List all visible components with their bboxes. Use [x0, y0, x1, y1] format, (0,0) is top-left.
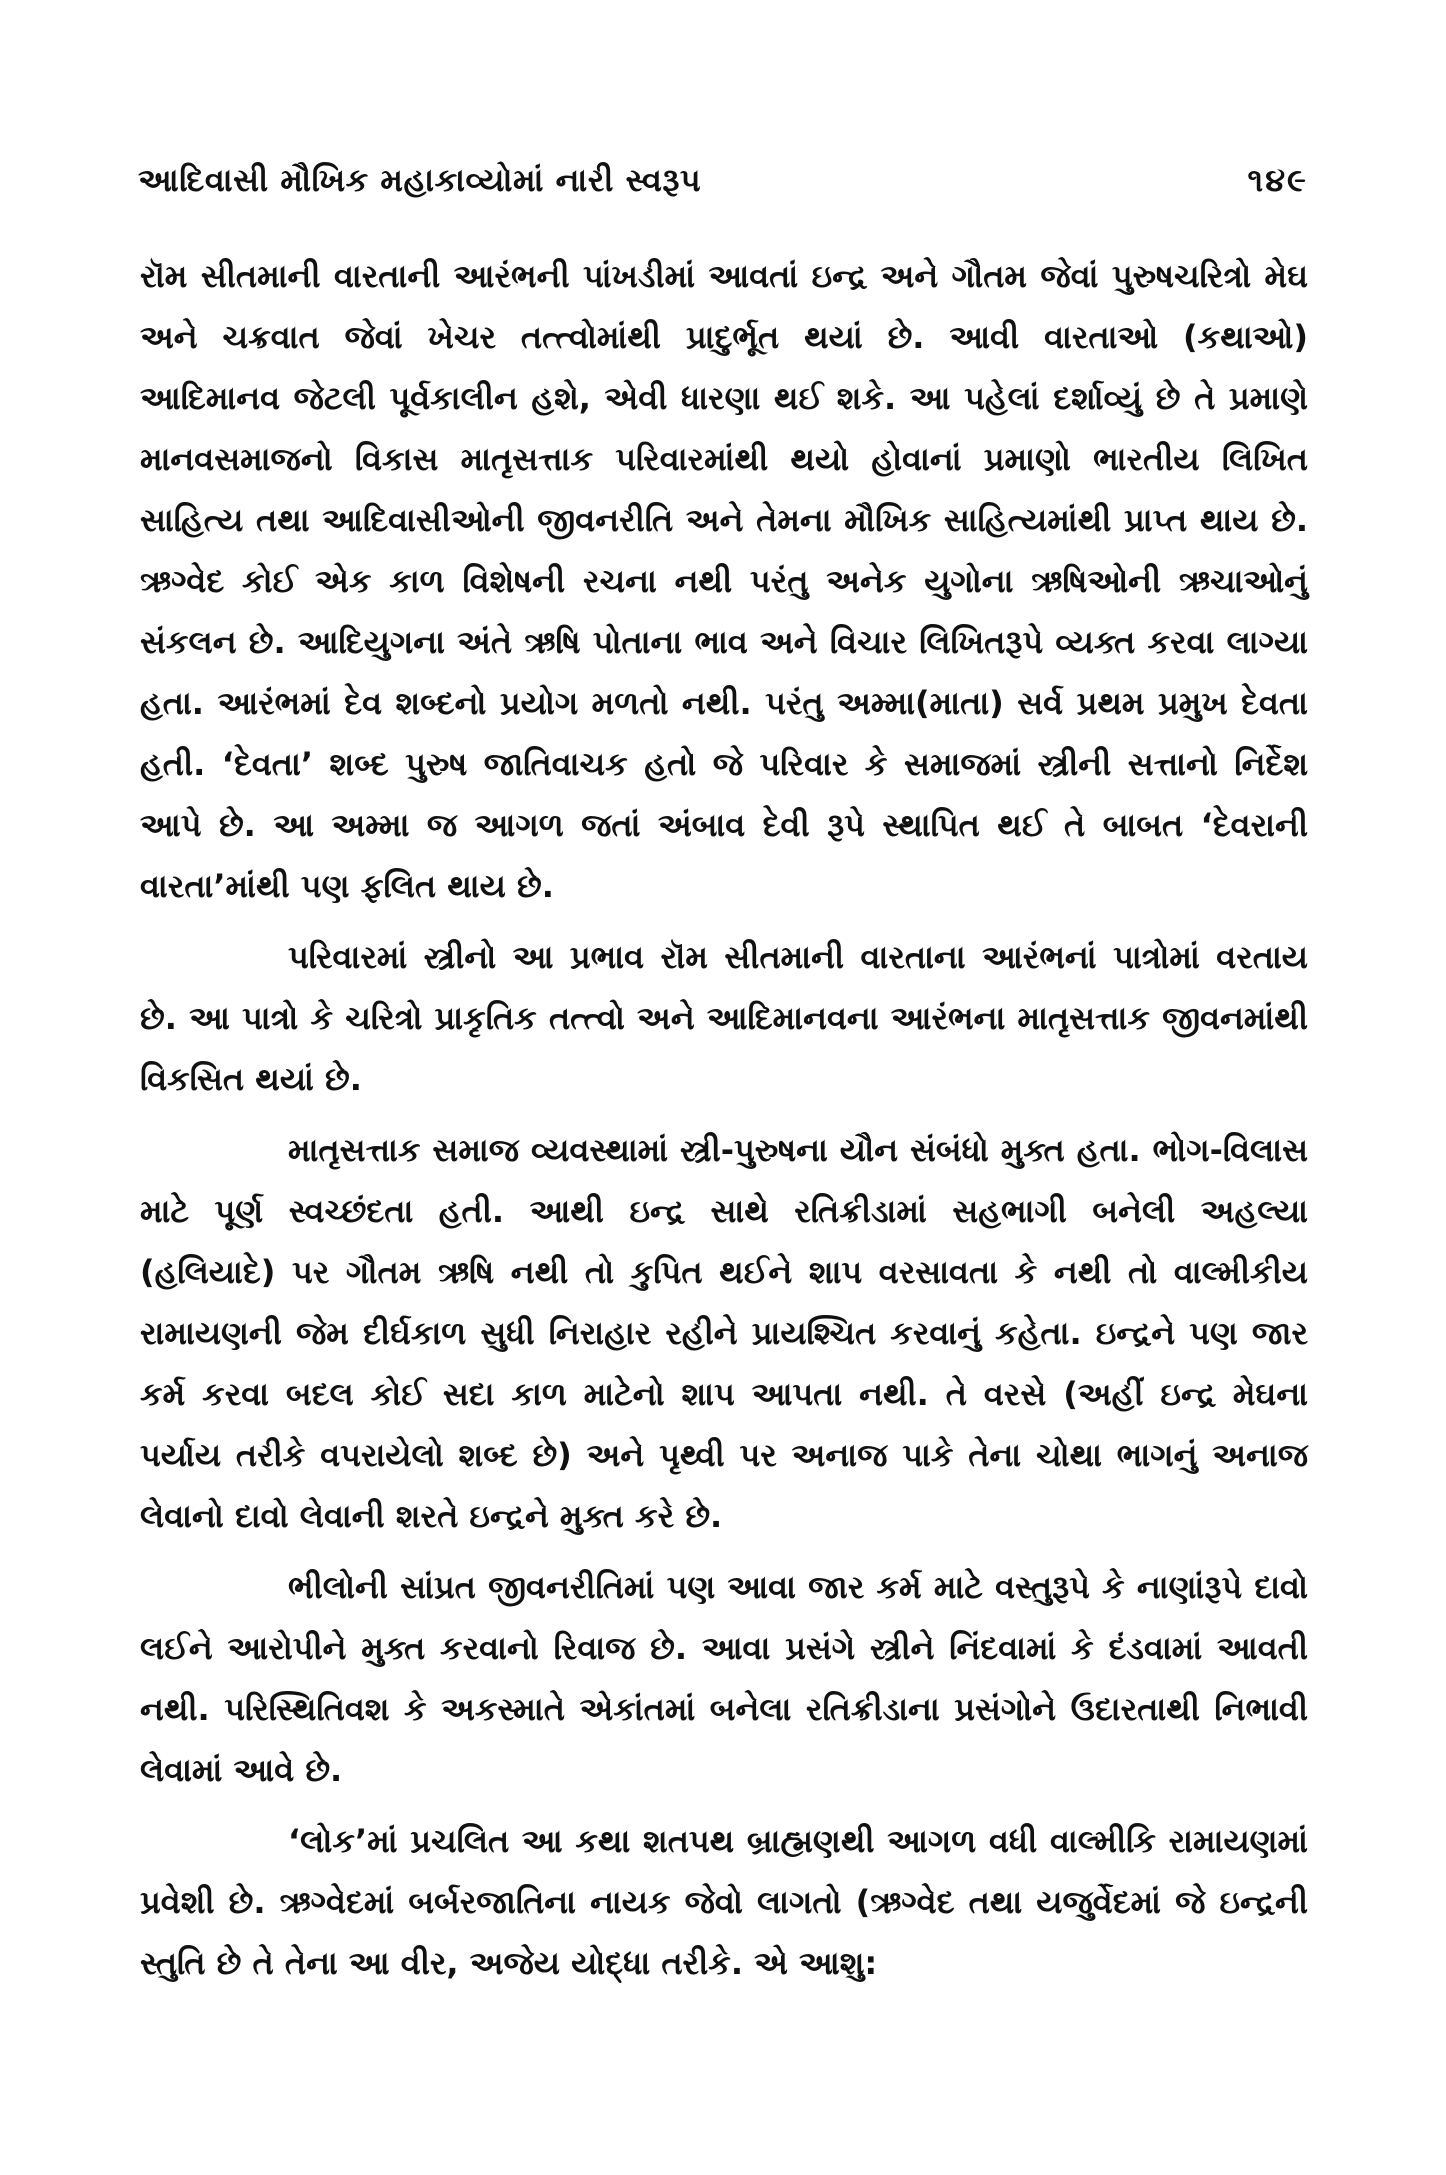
page-number: ૧૪૯ [1247, 160, 1308, 199]
paragraph-4: ભીલોની સાંપ્રત જીવનરીતિમાં પણ આવા જાર કર્મ માટે વસ્તુરૂપે કે નાણાંરૂપે દાવો લઈને આરોપીને મુક્ત કરવાનો રિવાજ છે. આવા પ્રસંગે સ્ત્રીને નિંદવામાં કે દંડવામાં આવતી નથી. પરિસ્થિતિવશ કે અકસ્માતે એકાંતમાં બનેલા રતિક્રીડાના પ્રસંગોને ઉદારતાથી નિભાવી લેવામાં આવે છે. [140, 1568, 1308, 1789]
paragraph-5: ‘લોક’માં પ્રચલિત આ કથા શતપથ બ્રાહ્મણથી આગળ વધી વાલ્મીકિ રામાયણમાં પ્રવેશી છે. ઋગ્વેદમાં બર્બરજાતિના નાયક જેવો લાગતો (ઋગ્વેદ તથા યજુર્વેદમાં જે ઇન્દ્રની સ્તુતિ છે તે તેના આ વીર, અજેય યોદ્ધા તરીકે. એ આશુ: [140, 1822, 1308, 1982]
running-header [138, 150, 1308, 210]
body-text [140, 246, 1308, 1994]
paragraph-1: રૉમ સીતમાની વારતાની આરંભની પાંખડીમાં આવતાં ઇન્દ્ર અને ગૌતમ જેવાં પુરુષચરિત્રો મેઘ અને ચક્રવાત જેવાં ખેચર તત્ત્વોમાંથી પ્રાદુર્ભૂત થયાં છે. આવી વારતાઓ (કથાઓ) આદિમાનવ જેટલી પૂર્વકાલીન હશે, એવી ધારણા થઈ શકે. આ પહેલાં દર્શાવ્યું છે તે પ્રમાણે માનવસમાજનો વિકાસ માતૃસત્તાક પરિવારમાંથી થયો હોવાનાં પ્રમાણો ભારતીય લિખિત સાહિત્ય તથા આદિવાસીઓની જીવનરીતિ અને તેમના મૌખિક સાહિત્યમાંથી પ્રાપ્ત થાય છે. ઋગ્વેદ કોઈ એક કાળ વિશેષની રચના નથી પરંતુ અનેક યુગોના ઋષિઓની ઋચાઓનું સંકલન છે. આદિયુગના અંતે ઋષિ પોતાના ભાવ અને વિચાર લિખિતરૂપે વ્યક્ત કરવા લાગ્યા હતા. આરંભમાં દેવ શબ્દનો પ્રયોગ મળતો નથી. પરંતુ અમ્મા(માતા) સર્વ પ્રથમ પ્રમુખ દેવતા હતી. ‘દેવતા’ શબ્દ પુરુષ જાતિવાચક હતો જે પરિવાર કે સમાજમાં સ્ત્રીની સત્તાનો નિર્દેશ આપે છે. આ અમ્મા જ આગળ જતાં અંબાવ દેવી રૂપે સ્થાપિત થઈ તે બાબત ‘દેવરાની વારતા’માંથી પણ ફલિત થાય છે. [140, 257, 1308, 905]
paragraph-2: પરિવારમાં સ્ત્રીનો આ પ્રભાવ રૉમ સીતમાની વારતાના આરંભનાં પાત્રોમાં વરતાય છે. આ પાત્રો કે ચરિત્રો પ્રાકૃતિક તત્ત્વો અને આદિમાનવના આરંભના માતૃસત્તાક જીવનમાંથી વિકસિત થયાં છે. [140, 938, 1308, 1098]
running-title: આદિવાસી મૌખિક મહાકાવ્યોમાં નારી સ્વરૂપ [138, 160, 702, 199]
paragraph-3: માતૃસત્તાક સમાજ વ્યવસ્થામાં સ્ત્રી-પુરુષના યૌન સંબંધો મુક્ત હતા. ભોગ-વિલાસ માટે પૂર્ણ સ્વચ્છંદતા હતી. આથી ઇન્દ્ર સાથે રતિક્રીડામાં સહભાગી બનેલી અહલ્યા (હલિયાદે) પર ગૌતમ ઋષિ નથી તો કુપિત થઈને શાપ વરસાવતા કે નથી તો વાલ્મીકીય રામાયણની જેમ દીર્ઘકાળ સુધી નિરાહાર રહીને પ્રાયશ્ચિત કરવાનું કહેતા. ઇન્દ્રને પણ જાર કર્મ કરવા બદલ કોઈ સદા કાળ માટેનો શાપ આપતા નથી. તે વરસે (અહીં ઇન્દ્ર મેઘના પર્યાય તરીકે વપરાયેલો શબ્દ છે) અને પૃથ્વી પર અનાજ પાકે તેના ચોથા ભાગનું અનાજ લેવાનો દાવો લેવાની શરતે ઇન્દ્રને મુક્ત કરે છે. [140, 1131, 1308, 1535]
